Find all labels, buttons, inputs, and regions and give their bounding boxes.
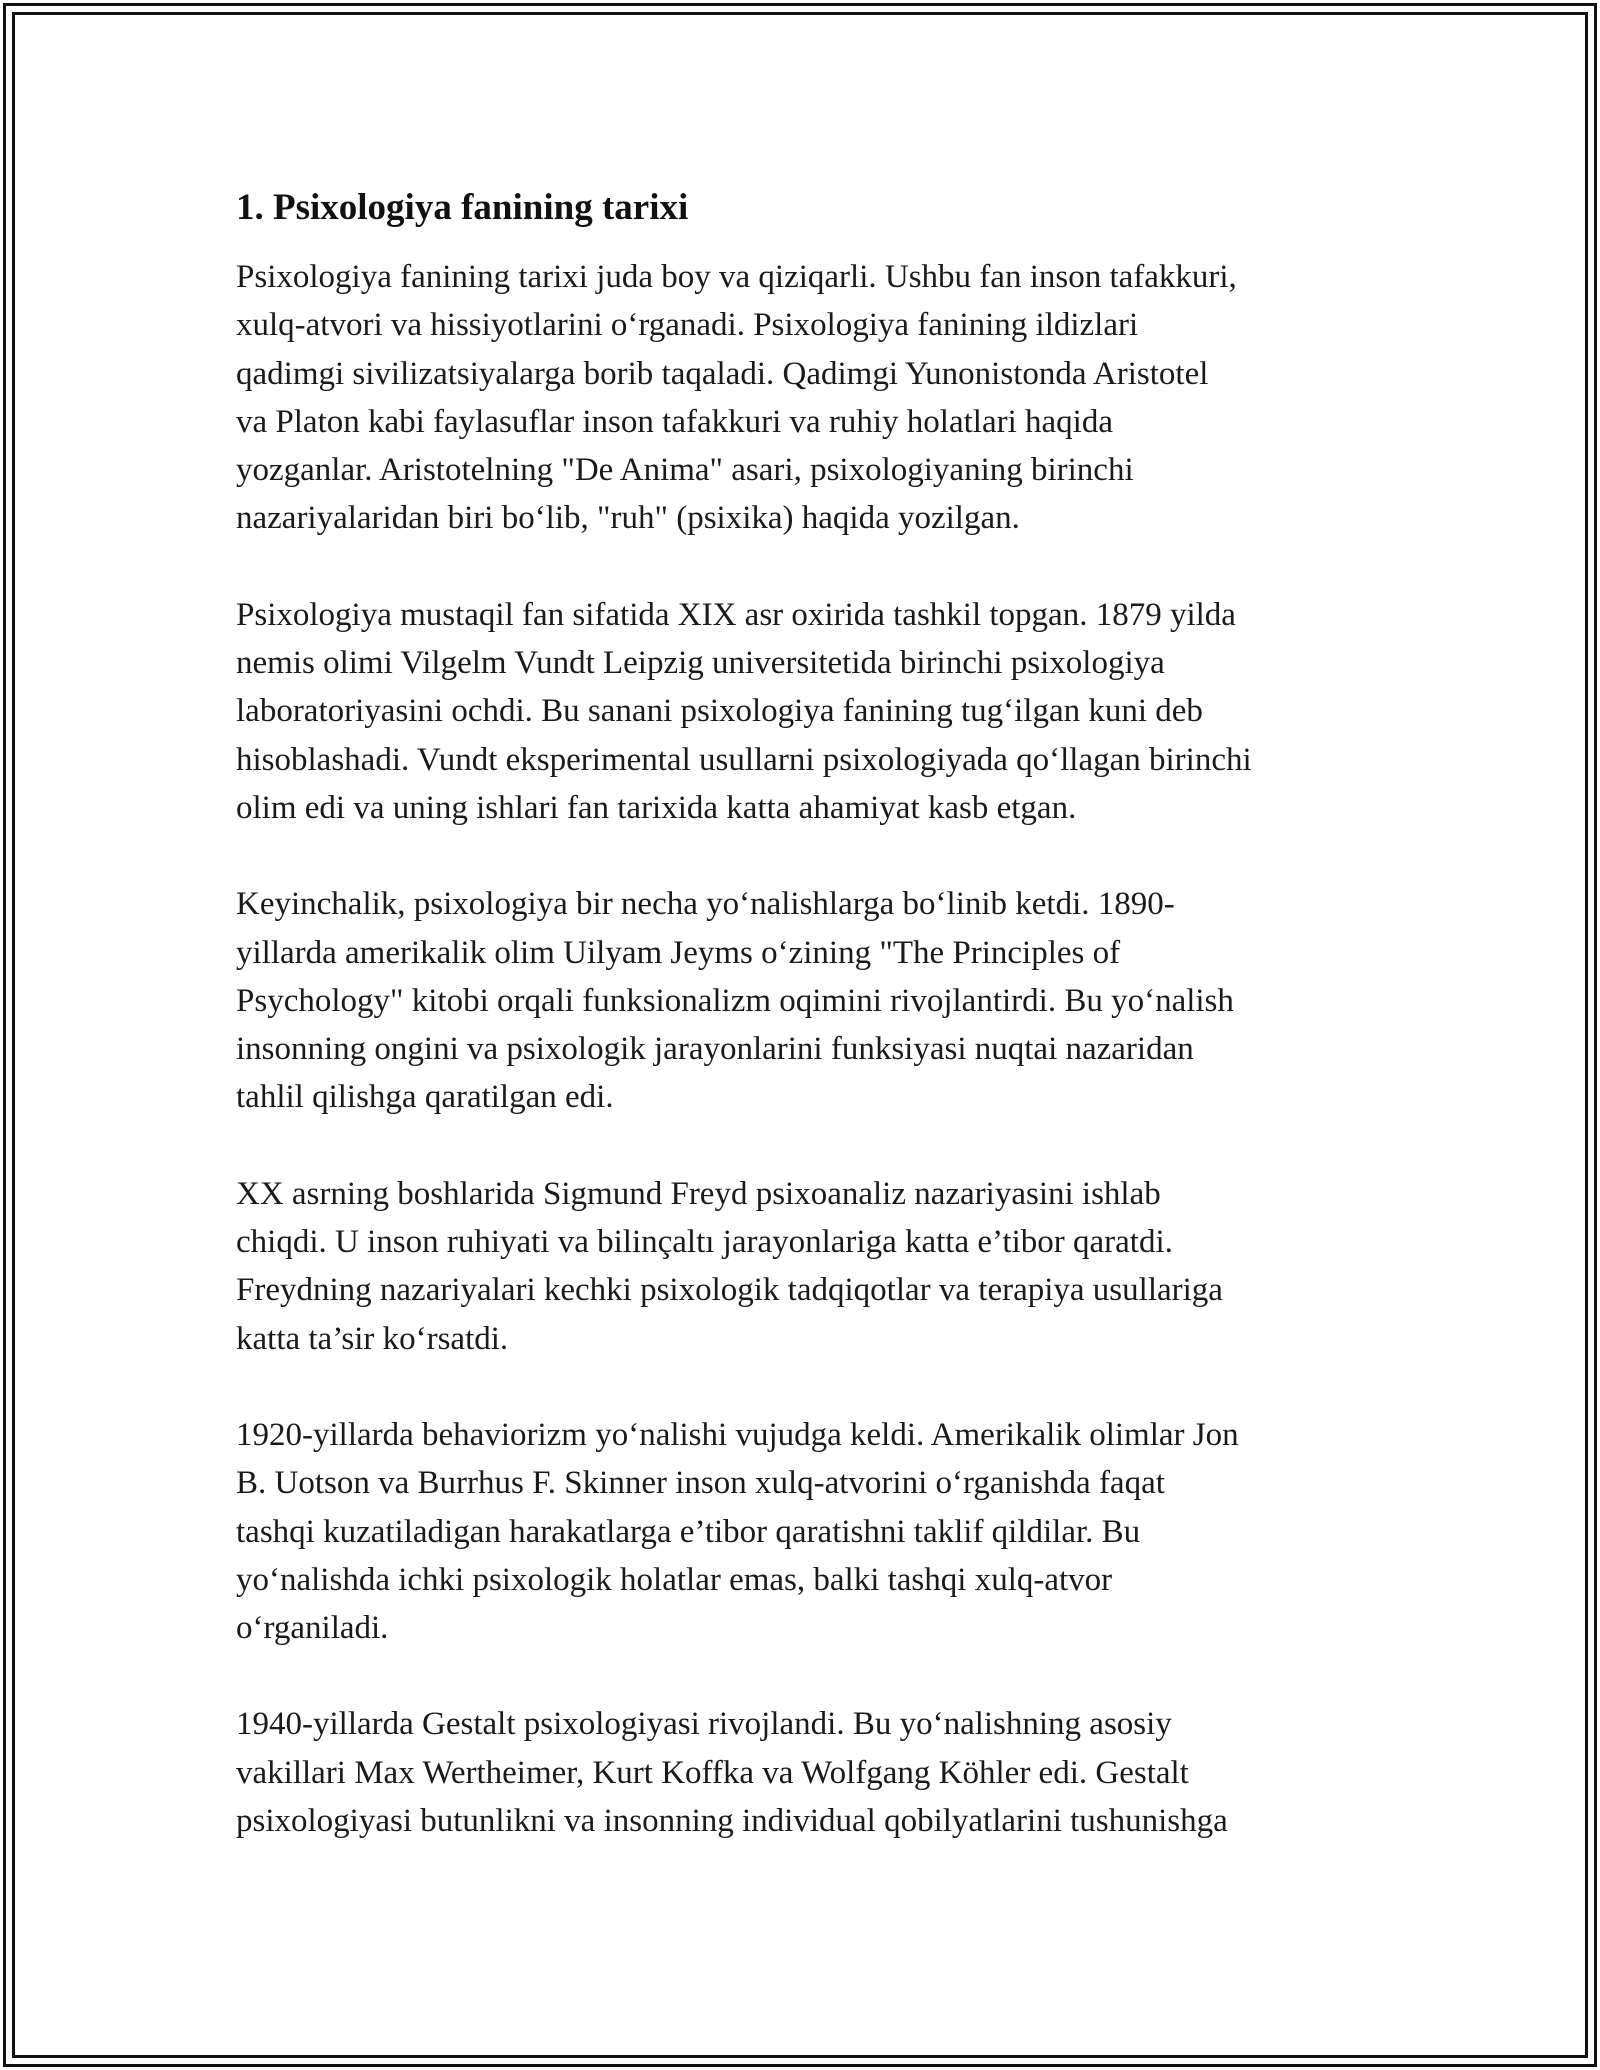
section-heading: 1. Psixologiya fanining tarixi [236, 187, 689, 228]
paragraph: 1940-yillarda Gestalt psixologiyasi rivojlandi. Bu yo‘nalishning asosiy vakillari Max Wertheimer, Kurt Koffka va Wolfgang Köhler edi. Gestalt psixologiyasi butunlikni va insonning individual qobilyatlarini tushunishga [236, 1706, 1228, 1840]
paragraph: XX asrning boshlarida Sigmund Freyd psixoanaliz nazariyasini ishlab chiqdi. U inson ruhiyati va bilinçaltı jarayonlariga katta e’tibor qaratdi. Freydning nazariyalari kechki psixologik tadqiqotlar va terapiya usullariga katta ta’sir ko‘rsatdi. [236, 1175, 1223, 1357]
paragraph: 1920-yillarda behaviorizm yo‘nalishi vujudga keldi. Amerikalik olimlar Jon B. Uotson va Burrhus F. Skinner inson xulq-atvorini o‘rganishda faqat tashqi kuzatiladigan harakatlarga e’tibor qaratishni taklif qildilar. Bu yo‘nalishda ichki psixologik holatlar emas, balki tashqi xulq-atvor o‘rganiladi. [236, 1416, 1239, 1647]
paragraph: Psixologiya fanining tarixi juda boy va qiziqarli. Ushbu fan inson tafakkuri, xulq-atvori va hissiyotlarini o‘rganadi. Psixologiya fanining ildizlari qadimgi sivilizatsiyalarga borib taqaladi. Qadimgi Yunonistonda Aristotel va Platon kabi faylasuflar inson tafakkuri va ruhiy holatlari haqida yozganlar. Aristotelning "De Anima" asari, psixologiyaning birinchi nazariyalaridan biri bo‘lib, "ruh" (psixika) haqida yozilgan. [236, 259, 1237, 537]
document-body [236, 185, 1376, 1893]
paragraph: Psixologiya mustaqil fan sifatida XIX asr oxirida tashkil topgan. 1879 yilda nemis olimi Vilgelm Vundt Leipzig universitetida birinchi psixologiya laboratoriyasini ochdi. Bu sanani psixologiya fanining tug‘ilgan kuni deb hisoblashadi. Vundt eksperimental usullarni psixologiyada qo‘llagan birinchi olim edi va uning ishlari fan tarixida katta ahamiyat kasb etgan. [236, 596, 1252, 826]
paragraph: Keyinchalik, psixologiya bir necha yo‘nalishlarga bo‘linib ketdi. 1890- yillarda amerikalik olim Uilyam Jeyms o‘zining "The Principles of Psychology" kitobi orqali funksionalizm oqimini rivojlantirdi. Bu yo‘nalish insonning ongini va psixologik jarayonlarini funksiyasi nuqtai nazaridan tahlil qilishga qaratilgan edi. [236, 886, 1234, 1116]
